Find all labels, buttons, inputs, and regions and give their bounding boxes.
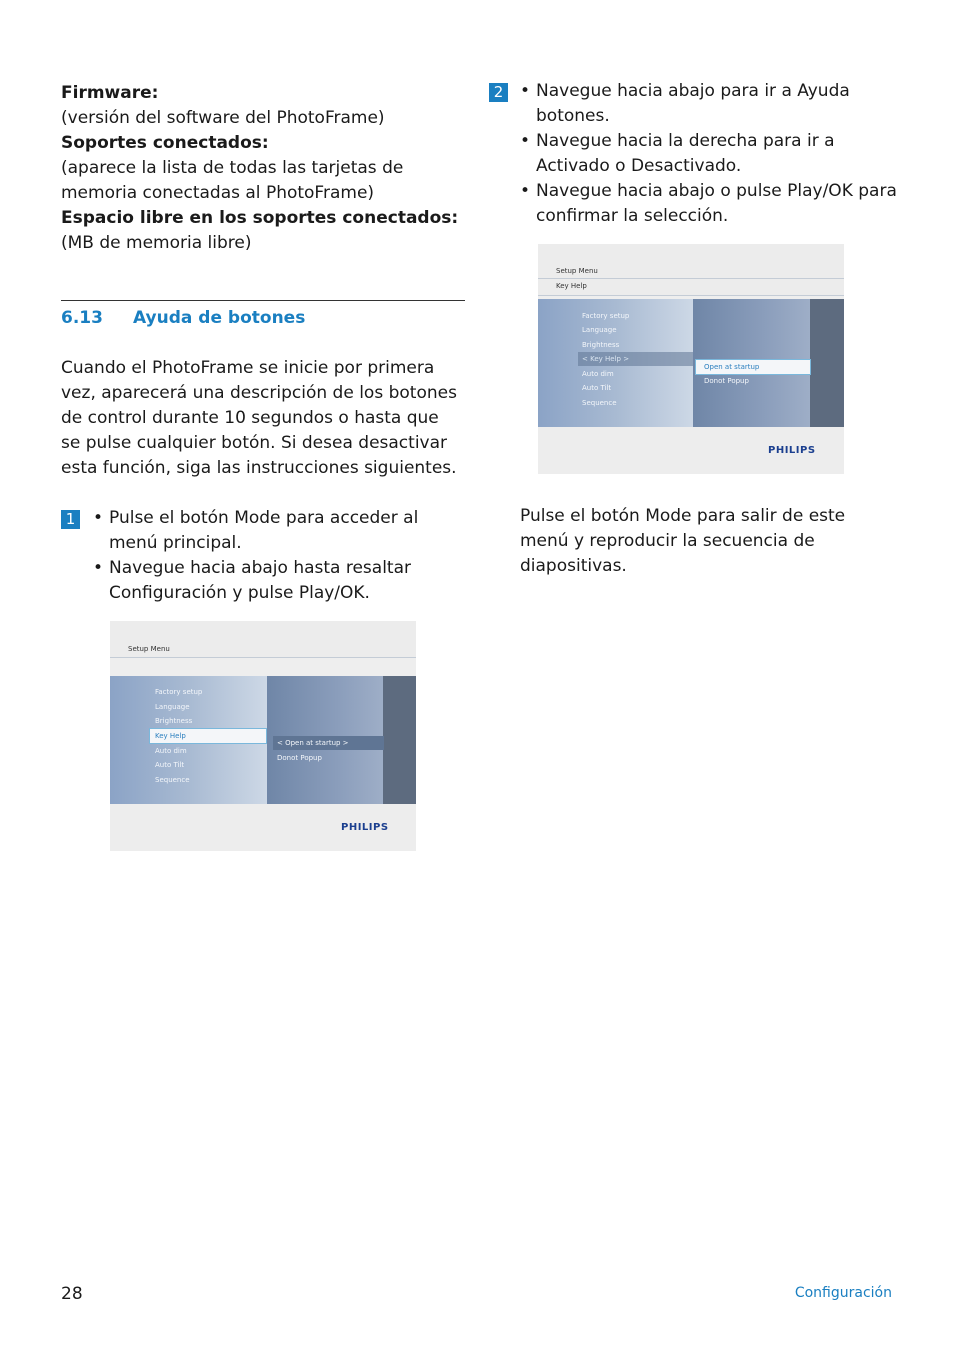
- screen-1-menu-item: Factory setup: [155, 688, 203, 696]
- screen-2-title: Setup Menu: [556, 267, 598, 275]
- step-1-bullet-1: • Pulse el botón Mode para acceder al menú principal.: [93, 506, 468, 556]
- step-1-badge: 1: [61, 510, 80, 529]
- step-2-badge: 2: [489, 83, 508, 102]
- philips-logo: PHILIPS: [341, 822, 389, 833]
- screen-2-menu-item: Sequence: [582, 399, 617, 407]
- page-number: 28: [61, 1284, 83, 1304]
- screen-1-menu-item: Auto Tilt: [155, 761, 185, 769]
- section-number: 6.13: [61, 308, 103, 328]
- screen-1-submenu-item: Donot Popup: [277, 754, 322, 762]
- screen-1-header-line: [110, 657, 416, 658]
- screen-2-menu-item: Auto Tilt: [582, 384, 612, 392]
- free-space-desc: (MB de memoria libre): [61, 233, 252, 253]
- free-space-label: Espacio libre en los soportes conectados:: [61, 208, 459, 228]
- screen-2-header-line: [538, 278, 844, 279]
- screen-2-menu-item: Auto dim: [582, 370, 614, 378]
- step-1-bullet-2: • Navegue hacia abajo hasta resaltar Configuración y pulse Play/OK.: [93, 556, 468, 606]
- screen-2-menu-item-selected: < Key Help >: [582, 355, 630, 363]
- footer-section-name: Configuración: [794, 1285, 892, 1301]
- step-2-instructions: [520, 79, 900, 229]
- screen-1-menu-item: Brightness: [155, 717, 193, 725]
- screen-1-menu-item: Auto dim: [155, 747, 187, 755]
- philips-logo: PHILIPS: [768, 445, 816, 456]
- setup-menu-screenshot-1: [110, 621, 416, 851]
- screen-2-subheader-line: [538, 295, 844, 296]
- step-1-instructions: [93, 506, 468, 606]
- firmware-label: Firmware:: [61, 83, 159, 103]
- screen-1-side-panel: [383, 676, 416, 804]
- section-intro: Cuando el PhotoFrame se inicie por primera vez, aparecerá una descripción de los botones de control durante 10 segundos o hasta que se pulse cualquier botón. Si desea desactivar esta función, siga las instrucciones siguientes.: [61, 358, 457, 478]
- screen-1-menu-item-selected: Key Help: [155, 732, 186, 740]
- section-divider: [61, 300, 465, 301]
- section-heading: [61, 306, 305, 331]
- closing-paragraph: Pulse el botón Mode para salir de este menú y reproducir la secuencia de diapositivas.: [520, 506, 846, 576]
- definitions-block: [61, 81, 471, 256]
- screen-2-subtitle: Key Help: [556, 282, 587, 290]
- media-desc: (aparece la lista de todas las tarjetas de memoria conectadas al PhotoFrame): [61, 158, 404, 203]
- screen-2-side-panel: [810, 299, 844, 427]
- setup-menu-screenshot-2: [538, 244, 844, 474]
- screen-1-menu-item: Language: [155, 703, 190, 711]
- screen-1-submenu-item: < Open at startup >: [277, 739, 349, 747]
- screen-2-menu-item: Brightness: [582, 341, 620, 349]
- screen-2-submenu-item: Donot Popup: [704, 377, 749, 385]
- firmware-desc: (versión del software del PhotoFrame): [61, 108, 385, 128]
- section-title: Ayuda de botones: [133, 308, 306, 328]
- media-label: Soportes conectados:: [61, 133, 269, 153]
- step-2-bullet-3: • Navegue hacia abajo o pulse Play/OK para confirmar la selección.: [520, 179, 900, 229]
- screen-2-submenu-item-selected: Open at startup: [704, 363, 760, 371]
- step-2-bullet-1: • Navegue hacia abajo para ir a Ayuda botones.: [520, 79, 900, 129]
- screen-1-menu-item: Sequence: [155, 776, 190, 784]
- screen-2-menu-item: Language: [582, 326, 617, 334]
- screen-2-menu-item: Factory setup: [582, 312, 630, 320]
- step-2-bullet-2: • Navegue hacia la derecha para ir a Activado o Desactivado.: [520, 129, 900, 179]
- screen-1-title: Setup Menu: [128, 645, 170, 653]
